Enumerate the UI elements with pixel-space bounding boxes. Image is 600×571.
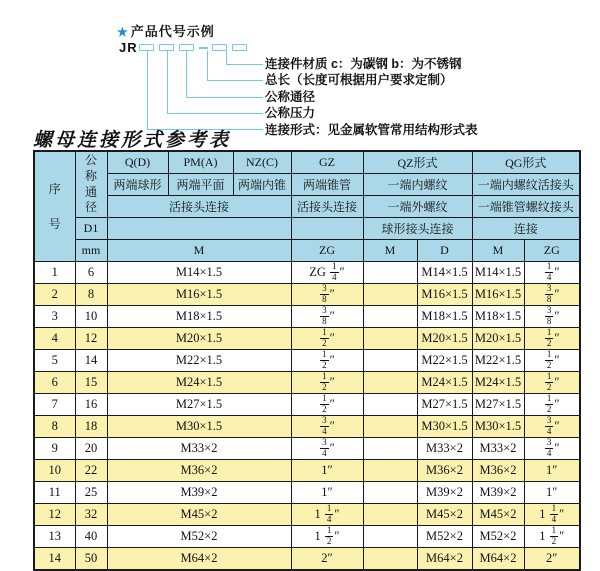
header-col-pm: PM(A) (168, 151, 233, 174)
cell-qz_m (363, 526, 417, 548)
cell-seq: 7 (34, 394, 75, 416)
cell-m: M45×2 (107, 504, 291, 526)
cell-qg_zg: 2″ (524, 548, 580, 571)
code-boxes (139, 44, 252, 51)
cell-m: M16×1.5 (107, 284, 291, 306)
table-row (34, 284, 580, 306)
table-row (34, 328, 580, 350)
cell-seq: 14 (34, 548, 75, 571)
table-row (34, 526, 580, 548)
cell-qz_d: M22×1.5 (417, 350, 472, 372)
cell-qz_d: M30×1.5 (417, 416, 472, 438)
header-qz-d: D (417, 240, 472, 262)
header-qg-conn: 连接 (472, 218, 580, 240)
table-body (34, 262, 580, 571)
cell-qg_zg: 1 $\frac{1}{4}$ ″ (524, 504, 580, 526)
header-gz-desc: 两端锥管 (291, 174, 363, 196)
cell-zg: $\frac{3}{8}$ ″ (291, 306, 363, 328)
code-box-5 (232, 44, 247, 51)
header-nz-desc: 两端内锥 (233, 174, 291, 196)
cell-qz_m (363, 284, 417, 306)
cell-m: M24×1.5 (107, 372, 291, 394)
cell-mm: 14 (75, 350, 107, 372)
cell-qz_m (363, 306, 417, 328)
cell-mm: 25 (75, 482, 107, 504)
code-box-1 (139, 44, 154, 51)
cell-m: M18×1.5 (107, 306, 291, 328)
cell-seq: 5 (34, 350, 75, 372)
cell-zg: $\frac{1}{2}$ ″ (291, 350, 363, 372)
header-col-nz: NZ(C) (233, 151, 291, 174)
diagram-heading (117, 21, 215, 40)
label-total-length: 总长（长度可根据用户要求定制） (265, 73, 453, 88)
cell-m: M36×2 (107, 460, 291, 482)
table-header (34, 151, 580, 262)
cell-qg_m: M52×2 (472, 526, 524, 548)
cell-qz_m (363, 438, 417, 460)
cell-qg_zg: $\frac{1}{2}$ ″ (524, 328, 580, 350)
cell-qg_m: M36×2 (472, 460, 524, 482)
cell-qg_m: M45×2 (472, 504, 524, 526)
cell-qz_m (363, 482, 417, 504)
cell-mm: 8 (75, 284, 107, 306)
cell-qg_m: M18×1.5 (472, 306, 524, 328)
header-union-connection: 活接头连接 (107, 196, 291, 218)
cell-qz_m (363, 372, 417, 394)
cell-seq: 12 (34, 504, 75, 526)
cell-qg_m: M14×1.5 (472, 262, 524, 284)
label-connection-form: 连接形式：见金属软管常用结构形式表 (265, 122, 478, 137)
cell-zg: 1 $\frac{1}{4}$ ″ (291, 504, 363, 526)
cell-qg_zg: $\frac{1}{4}$ ″ (524, 262, 580, 284)
table-row (34, 482, 580, 504)
cell-zg: $\frac{3}{4}$ ″ (291, 438, 363, 460)
cell-qg_zg: $\frac{1}{2}$ ″ (524, 394, 580, 416)
cell-qz_d: M45×2 (417, 504, 472, 526)
fraction: $\frac{3}{8}$ (546, 305, 552, 326)
fraction: $\frac{1}{2}$ (326, 525, 332, 546)
fraction: $\frac{3}{8}$ (322, 283, 327, 304)
cell-qg_m: M27×1.5 (472, 394, 524, 416)
header-row-1 (34, 151, 580, 174)
cell-zg: $\frac{1}{2}$ ″ (291, 372, 363, 394)
table-row (34, 262, 580, 284)
cell-mm: 12 (75, 328, 107, 350)
fraction: $\frac{1}{4}$ (326, 503, 332, 524)
fraction: $\frac{1}{2}$ (322, 393, 327, 414)
header-empty-2 (291, 218, 363, 240)
header-pm-desc: 两端平面 (168, 174, 233, 196)
cell-seq: 10 (34, 460, 75, 482)
cell-m: M52×2 (107, 526, 291, 548)
cell-qg_zg: $\frac{1}{2}$ ″ (524, 372, 580, 394)
header-nominal-diameter: 公称通径 (75, 151, 107, 218)
fraction: $\frac{3}{4}$ (322, 415, 327, 436)
cell-qg_zg: $\frac{3}{8}$ ″ (524, 284, 580, 306)
cell-qz_m (363, 460, 417, 482)
cell-qz_d: M52×2 (417, 526, 472, 548)
cell-m: M33×2 (107, 438, 291, 460)
cell-qg_m: M22×1.5 (472, 350, 524, 372)
cell-m: M27×1.5 (107, 394, 291, 416)
cell-qz_m (363, 350, 417, 372)
cell-qz_d: M36×2 (417, 460, 472, 482)
table-row (34, 394, 580, 416)
cell-m: M30×1.5 (107, 416, 291, 438)
cell-mm: 50 (75, 548, 107, 571)
connector-line (147, 51, 263, 130)
fraction: $\frac{1}{2}$ (546, 349, 552, 370)
nut-connection-table (33, 150, 581, 571)
header-col-q: Q(D) (107, 151, 168, 174)
header-qg-desc1: 一端内螺纹活接头 (472, 174, 580, 196)
fraction: $\frac{1}{4}$ (551, 503, 557, 524)
cell-qz_m (363, 262, 417, 284)
cell-mm: 18 (75, 416, 107, 438)
header-qz-desc2: 一端外螺纹 (363, 196, 472, 218)
cell-zg: 1″ (291, 460, 363, 482)
cell-qg_m: M39×2 (472, 482, 524, 504)
fraction: $\frac{1}{2}$ (546, 371, 552, 392)
code-box-3 (179, 44, 194, 51)
cell-seq: 1 (34, 262, 75, 284)
table-row (34, 438, 580, 460)
diagram-heading-label: 产品代号示例 (130, 24, 215, 39)
header-qz-desc1: 一端内螺纹 (363, 174, 472, 196)
label-nominal-pressure: 公称压力 (265, 106, 316, 121)
code-prefix: JR (119, 40, 138, 55)
cell-mm: 10 (75, 306, 107, 328)
cell-qg_m: M33×2 (472, 438, 524, 460)
cell-m: M22×1.5 (107, 350, 291, 372)
fraction: $\frac{1}{2}$ (546, 393, 552, 414)
cell-seq: 8 (34, 416, 75, 438)
cell-zg: $\frac{1}{2}$ ″ (291, 394, 363, 416)
cell-mm: 40 (75, 526, 107, 548)
code-dash (199, 47, 208, 49)
header-qz-m: M (363, 240, 417, 262)
cell-qz_d: M16×1.5 (417, 284, 472, 306)
header-col-qg: QG形式 (472, 151, 580, 174)
cell-m: M39×2 (107, 482, 291, 504)
cell-qg_zg: $\frac{1}{2}$ ″ (524, 350, 580, 372)
cell-qg_zg: $\frac{3}{8}$ ″ (524, 306, 580, 328)
cell-seq: 4 (34, 328, 75, 350)
table-row (34, 350, 580, 372)
cell-mm: 16 (75, 394, 107, 416)
code-box-2 (159, 44, 174, 51)
fraction: $\frac{1}{2}$ (546, 327, 552, 348)
cell-qz_m (363, 328, 417, 350)
header-qz-conn: 球形接头连接 (363, 218, 472, 240)
cell-zg: 2″ (291, 548, 363, 571)
cell-qz_d: M27×1.5 (417, 394, 472, 416)
table-row (34, 306, 580, 328)
fraction: $\frac{1}{2}$ (322, 349, 327, 370)
header-mm: mm (75, 240, 107, 262)
cell-qg_zg: 1″ (524, 482, 580, 504)
cell-qz_d: M39×2 (417, 482, 472, 504)
cell-zg: ZG $\frac{1}{4}$ ″ (291, 262, 363, 284)
header-unit-m: M (107, 240, 291, 262)
table-row (34, 416, 580, 438)
cell-qg_m: M24×1.5 (472, 372, 524, 394)
cell-m: M64×2 (107, 548, 291, 571)
cell-zg: 1″ (291, 482, 363, 504)
cell-qz_d: M14×1.5 (417, 262, 472, 284)
label-material: 连接件材质 c：为碳钢 b：为不锈钢 (265, 57, 462, 71)
header-qg-m: M (472, 240, 524, 262)
cell-seq: 11 (34, 482, 75, 504)
fraction: $\frac{1}{4}$ (546, 261, 552, 282)
cell-seq: 9 (34, 438, 75, 460)
cell-qg_zg: 1 $\frac{1}{2}$ ″ (524, 526, 580, 548)
header-empty-1 (107, 218, 291, 240)
header-row-4 (34, 218, 580, 240)
fraction: $\frac{1}{2}$ (322, 371, 327, 392)
cell-zg: $\frac{1}{2}$ ″ (291, 328, 363, 350)
cell-qg_m: M16×1.5 (472, 284, 524, 306)
cell-qz_m (363, 504, 417, 526)
cell-qg_zg: $\frac{3}{4}$ ″ (524, 438, 580, 460)
cell-mm: 22 (75, 460, 107, 482)
cell-mm: 15 (75, 372, 107, 394)
fraction: $\frac{3}{4}$ (546, 437, 552, 458)
header-qg-zg: ZG (524, 240, 580, 262)
cell-m: M14×1.5 (107, 262, 291, 284)
header-qg-desc2: 一端锥管螺纹接头 (472, 196, 580, 218)
cell-seq: 13 (34, 526, 75, 548)
header-col-gz: GZ (291, 151, 363, 174)
fraction: $\frac{1}{4}$ (332, 261, 337, 282)
cell-mm: 20 (75, 438, 107, 460)
cell-zg: $\frac{3}{8}$ ″ (291, 284, 363, 306)
cell-qg_zg: 1″ (524, 460, 580, 482)
header-col-qz: QZ形式 (363, 151, 472, 174)
cell-qz_d: M20×1.5 (417, 328, 472, 350)
cell-seq: 6 (34, 372, 75, 394)
header-row-5 (34, 240, 580, 262)
fraction: $\frac{3}{8}$ (322, 305, 327, 326)
cell-mm: 32 (75, 504, 107, 526)
cell-qg_zg: $\frac{3}{4}$ ″ (524, 416, 580, 438)
table-row (34, 504, 580, 526)
star-icon: ★ (117, 25, 129, 39)
cell-qz_d: M18×1.5 (417, 306, 472, 328)
cell-qz_d: M24×1.5 (417, 372, 472, 394)
code-labels (265, 56, 478, 138)
header-unit-zg: ZG (291, 240, 363, 262)
header-seq: 序号 (34, 151, 75, 262)
table-row (34, 460, 580, 482)
fraction: $\frac{3}{4}$ (546, 415, 552, 436)
cell-mm: 6 (75, 262, 107, 284)
header-gz-connection: 活接头连接 (291, 196, 363, 218)
table-title: 螺母连接形式参考表 (33, 130, 232, 151)
cell-qg_m: M20×1.5 (472, 328, 524, 350)
fraction: $\frac{3}{4}$ (322, 437, 327, 458)
cell-qz_m (363, 394, 417, 416)
cell-zg: $\frac{3}{4}$ ″ (291, 416, 363, 438)
cell-qg_m: M64×2 (472, 548, 524, 571)
fraction: $\frac{1}{2}$ (322, 327, 327, 348)
header-row-3 (34, 196, 580, 218)
cell-seq: 2 (34, 284, 75, 306)
cell-qg_m: M30×1.5 (472, 416, 524, 438)
table-row (34, 372, 580, 394)
cell-m: M20×1.5 (107, 328, 291, 350)
cell-qz_d: M33×2 (417, 438, 472, 460)
fraction: $\frac{3}{8}$ (546, 283, 552, 304)
header-q-desc: 两端球形 (107, 174, 168, 196)
cell-qz_d: M64×2 (417, 548, 472, 571)
code-box-4 (212, 44, 227, 51)
header-row-2 (34, 174, 580, 196)
cell-seq: 3 (34, 306, 75, 328)
header-d1: D1 (75, 218, 107, 240)
cell-qz_m (363, 416, 417, 438)
label-nominal-diameter: 公称通径 (265, 89, 316, 104)
cell-zg: 1 $\frac{1}{2}$ ″ (291, 526, 363, 548)
fraction: $\frac{1}{2}$ (551, 525, 557, 546)
